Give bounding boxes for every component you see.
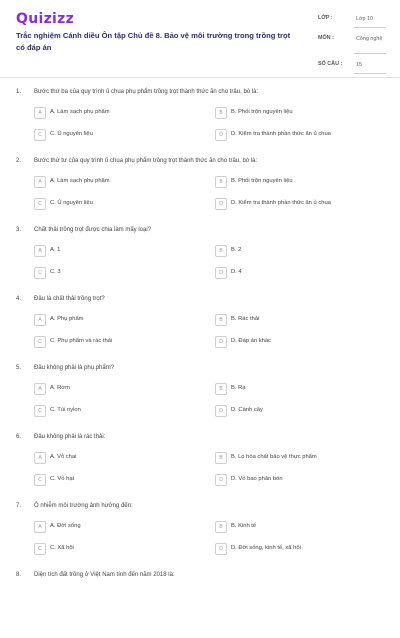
option-text: A. Làm sạch phụ phẩm	[50, 109, 110, 115]
option-text: B. Phối trộn nguyên liệu	[231, 109, 293, 115]
question-number: 4.	[16, 296, 22, 302]
option-text: D. Đáp án khác	[231, 338, 271, 344]
question-number: 6.	[16, 434, 22, 440]
worksheet-title: Trắc nghiệm Cánh diều Ôn tập Chủ đề 8. Bảo vệ môi trường trong trồng trọt có đáp án	[16, 31, 291, 52]
meta-row-count	[310, 56, 390, 76]
option-letter-box: C	[34, 543, 46, 555]
quizizz-logo: Quizizz	[16, 11, 75, 27]
option-letter-box: A	[34, 521, 46, 533]
option-text: B. 2	[231, 247, 242, 253]
option-text: D. Kiểm tra thành phần thức ăn ủ chua	[231, 131, 331, 137]
option-letter-box: B	[215, 452, 227, 464]
meta-label: LỚP :	[318, 15, 333, 21]
option-letter-box: A	[34, 452, 46, 464]
worksheet-header	[0, 0, 400, 74]
question-item	[0, 500, 400, 569]
option-letter-box: D	[215, 405, 227, 417]
option-letter-box: B	[215, 314, 227, 326]
meta-label: MÔN :	[318, 35, 334, 41]
option-letter-box: C	[34, 405, 46, 417]
option-letter-box: C	[34, 129, 46, 141]
option-letter-box: D	[215, 129, 227, 141]
header-divider	[0, 77, 400, 78]
option-text: B. Lọ hóa chất bảo vệ thực phẩm	[231, 454, 317, 460]
question-item	[0, 155, 400, 224]
question-text: Đâu là chất thải trồng trọt?	[34, 296, 105, 302]
question-text: Đâu không phải là rác thải:	[34, 434, 106, 440]
meta-underline	[354, 73, 386, 74]
option-text: C. Ủ nguyên liệu	[50, 200, 93, 206]
option-text: C. Phụ phẩm và rác thải	[50, 338, 113, 344]
option-text: C. Xã hội	[50, 545, 74, 551]
option-letter-box: D	[215, 543, 227, 555]
option-letter-box: A	[34, 383, 46, 395]
option-letter-box: B	[215, 521, 227, 533]
option-text: A. Đời sống	[50, 523, 81, 529]
meta-underline	[354, 27, 386, 28]
option-letter-box: B	[215, 107, 227, 119]
question-text: Diện tích đất trồng ở Việt Nam tính đến năm 2018 là:	[34, 572, 175, 578]
option-text: D. Vỏ bao phân bón	[231, 476, 283, 482]
option-letter-box: D	[215, 474, 227, 486]
option-letter-box: D	[215, 198, 227, 210]
meta-value: 15	[356, 62, 362, 68]
option-letter-box: A	[34, 314, 46, 326]
option-letter-box: A	[34, 107, 46, 119]
option-text: D. Đời sống, kinh tế, xã hội	[231, 545, 301, 551]
question-text: Chất thải trồng trọt được chia làm mấy loại?	[34, 227, 152, 233]
question-item	[0, 569, 400, 638]
option-text: D. Cành cây	[231, 407, 263, 413]
question-number: 8.	[16, 572, 22, 578]
option-text: A. Làm sạch phụ phẩm	[50, 178, 110, 184]
option-letter-box: D	[215, 336, 227, 348]
question-item	[0, 224, 400, 293]
question-number: 7.	[16, 503, 22, 509]
question-item	[0, 431, 400, 500]
question-text: Ô nhiễm môi trường ảnh hưởng đến:	[34, 503, 133, 509]
meta-info	[310, 10, 390, 76]
option-text: A. Vỏ chai	[50, 454, 77, 460]
option-letter-box: B	[215, 176, 227, 188]
option-text: A. Phụ phẩm	[50, 316, 84, 322]
option-text: A. Rơm	[50, 385, 70, 391]
meta-row-subject	[310, 30, 390, 56]
meta-value: Lớp 10	[356, 16, 374, 22]
meta-value: Công nghệ	[356, 36, 383, 42]
meta-label: SỐ CÂU :	[318, 61, 343, 67]
option-text: C. Vỏ hạt	[50, 476, 75, 482]
meta-row-class	[310, 10, 390, 30]
option-letter-box: C	[34, 267, 46, 279]
option-text: A. 1	[50, 247, 61, 253]
question-item	[0, 293, 400, 362]
option-text: C. Túi nylon	[50, 407, 81, 413]
option-text: C. Ủ nguyên liệu	[50, 131, 93, 137]
question-number: 3.	[16, 227, 22, 233]
option-text: B. Kinh tế	[231, 523, 257, 529]
option-text: B. Phối trộn nguyên liệu	[231, 178, 293, 184]
question-list	[0, 86, 400, 638]
option-text: D. 4	[231, 269, 242, 275]
question-number: 1.	[16, 89, 22, 95]
option-text: B. Rác thải	[231, 316, 260, 322]
option-letter-box: C	[34, 474, 46, 486]
option-letter-box: A	[34, 245, 46, 257]
option-text: C. 3	[50, 269, 61, 275]
question-text: Đâu không phải là phụ phẩm?	[34, 365, 115, 371]
meta-underline	[354, 53, 386, 54]
question-text: Bước thứ tư của quy trình ủ chua phụ phẩm trồng trọt thành thức ăn cho trâu, bò là:	[34, 158, 258, 164]
option-text: D. Kiểm tra thành phần thức ăn ủ chua	[231, 200, 331, 206]
option-text: B. Rạ	[231, 385, 246, 391]
question-item	[0, 362, 400, 431]
option-letter-box: A	[34, 176, 46, 188]
option-letter-box: B	[215, 383, 227, 395]
question-text: Bước thứ ba của quy trình ủ chua phụ phẩm trồng trọt thành thức ăn cho trâu, bò là:	[34, 89, 259, 95]
question-number: 2.	[16, 158, 22, 164]
option-letter-box: B	[215, 245, 227, 257]
option-letter-box: C	[34, 336, 46, 348]
question-item	[0, 86, 400, 155]
question-number: 5.	[16, 365, 22, 371]
option-letter-box: D	[215, 267, 227, 279]
option-letter-box: C	[34, 198, 46, 210]
